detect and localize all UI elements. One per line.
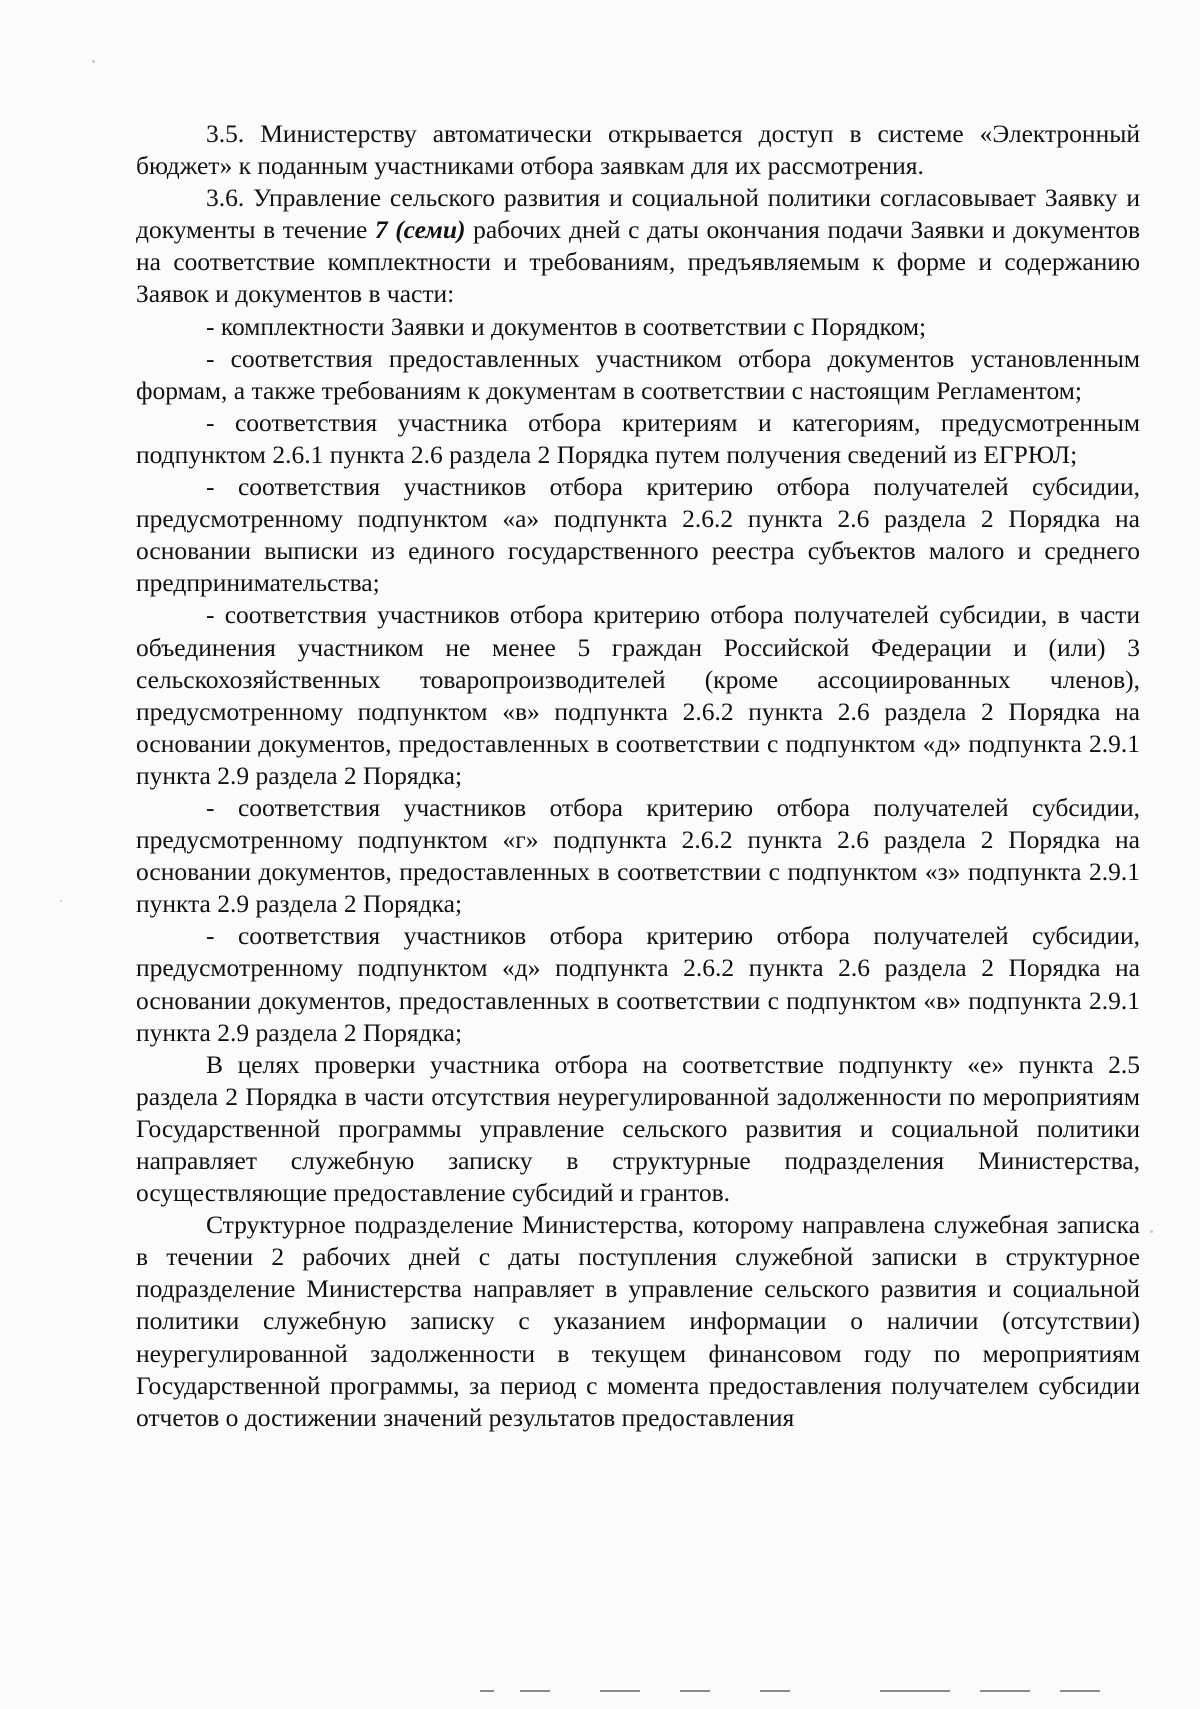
list-item-forms-compliance: - соответствия предоставленных участником отбора документов установленным формам, а также требованиям к документам в соответствии с настоящим Регламентом; xyxy=(136,343,1140,405)
scan-mark xyxy=(680,1690,710,1692)
paragraph-3-6-term: 7 (семи) xyxy=(374,215,466,245)
scan-mark xyxy=(880,1690,950,1692)
list-item-criterion-a: - соответствия участников отбора критерию отбора получателей субсидии, предусмотренному подпунктом «а» подпункта 2.6.2 пункта 2.6 раздела 2 Порядка на основании выписки из единого государственного реестра субъектов малого и среднего предпринимательства; xyxy=(136,472,1140,598)
scan-mark xyxy=(520,1690,550,1692)
scan-mark xyxy=(760,1690,790,1692)
paragraph-3-6 xyxy=(136,182,1140,310)
list-item-completeness: - комплектности Заявки и документов в соответствии с Порядком; xyxy=(206,311,927,341)
scan-footer-marks xyxy=(480,1690,1160,1696)
paragraph-3-6-rest: рабочих дней с даты окончания подачи Заявки и документов на соответствие комплектности и требованиям, предъявляемым к форме и содержанию Заявок и документов в части: xyxy=(136,215,1140,309)
list-item-criterion-d: - соответствия участников отбора критерию отбора получателей субсидии, предусмотренному подпунктом «д» подпункта 2.6.2 пункта 2.6 раздела 2 Порядка на основании документов, предоставленных в соответствии с подпунктом «в» подпункта 2.9.1 пункта 2.9 раздела 2 Порядка; xyxy=(136,921,1140,1047)
scan-speck xyxy=(1150,1230,1153,1233)
scan-mark xyxy=(980,1690,1030,1692)
list-item-criterion-v: - соответствия участников отбора критерию отбора получателей субсидии, в части объединения участником не менее 5 граждан Российской Федерации и (или) 3 сельскохозяйственных товаропроизводителей (кроме ассоциированных членов), предусмотренному подпунктом «в» подпункта 2.6.2 пункта 2.6 раздела 2 Порядка на основании документов, предоставленных в соответствии с подпунктом «д» подпункта 2.9.1 пункта 2.9 раздела 2 Порядка; xyxy=(136,600,1140,790)
scan-speck xyxy=(60,900,62,902)
paragraph-debt-check: В целях проверки участника отбора на соответствие подпункту «е» пункта 2.5 раздела 2 Порядка в части отсутствия неурегулированной задолженности по мероприятиям Государственной программы управление сельского развития и социальной политики направляет служебную записку в структурные подразделения Министерства, осуществляющие предоставление субсидий и грантов. xyxy=(136,1049,1140,1208)
scan-mark xyxy=(1060,1690,1100,1692)
paragraph-structural-unit: Структурное подразделение Министерства, которому направлена служебная записка в течении 2 рабочих дней с даты поступления служебной записки в структурное подразделение Министерства направляет в управление сельского развития и социальной политики служебную записку с указанием информации о наличии (отсутствии) неурегулированной задолженности в текущем финансовом году по мероприятиям Государственной программы, за период с момента предоставления получателем субсидии отчетов о достижении значений результатов предоставления xyxy=(136,1210,1140,1432)
scan-mark xyxy=(480,1690,494,1692)
document-body xyxy=(136,118,1140,1434)
paragraph-3-5: 3.5. Министерству автоматически открывается доступ в системе «Электронный бюджет» к поданным участниками отбора заявкам для их рассмотрения. xyxy=(136,119,1140,181)
scan-speck xyxy=(92,60,95,63)
scan-mark xyxy=(600,1690,640,1692)
paragraph-3-6-lead: 3.6. Управление сельского развития и социальной политики согласовывает Заявку и документы в течение xyxy=(136,183,1140,245)
list-item-criterion-g: - соответствия участников отбора критерию отбора получателей субсидии, предусмотренному подпунктом «г» подпункта 2.6.2 пункта 2.6 раздела 2 Порядка на основании документов, предоставленных в соответствии с подпунктом «з» подпункта 2.9.1 пункта 2.9 раздела 2 Порядка; xyxy=(136,792,1140,919)
list-item-criteria-egrul: - соответствия участника отбора критериям и категориям, предусмотренным подпунктом 2.6.1 пункта 2.6 раздела 2 Порядка путем получения сведений из ЕГРЮЛ; xyxy=(136,407,1140,469)
